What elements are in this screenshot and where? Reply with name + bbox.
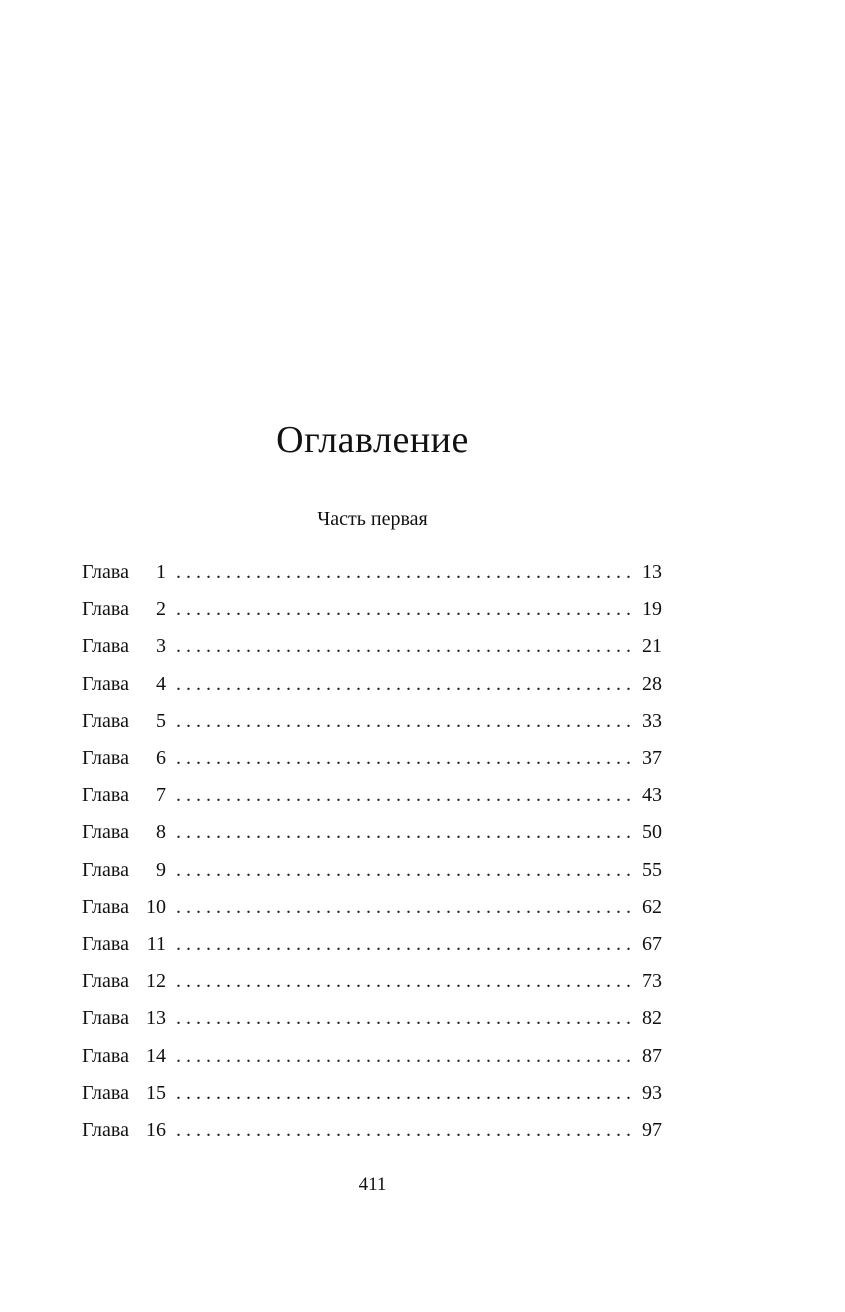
page-number: 21 xyxy=(642,635,662,658)
page-number: 19 xyxy=(642,598,662,621)
page-number: 67 xyxy=(642,932,662,955)
chapter-number: 15 xyxy=(146,1081,166,1104)
page-number: 28 xyxy=(642,672,662,695)
chapter-number: 16 xyxy=(146,1118,166,1141)
page-number: 55 xyxy=(642,858,662,881)
toc-entry[interactable] xyxy=(82,740,662,777)
chapter-label: Глава xyxy=(82,970,129,993)
chapter-label: Глава xyxy=(82,1118,129,1141)
toc-entry[interactable] xyxy=(82,1000,662,1037)
dot-leader xyxy=(176,561,634,584)
page-folio: 411 xyxy=(358,1174,387,1195)
chapter-label: Глава xyxy=(82,858,129,881)
page-number: 62 xyxy=(642,895,662,918)
page-number: 82 xyxy=(642,1007,662,1030)
toc-entry[interactable] xyxy=(82,852,662,889)
chapter-label: Глава xyxy=(82,821,129,844)
page-number: 87 xyxy=(642,1044,662,1067)
chapter-label: Глава xyxy=(82,1081,129,1104)
dot-leader xyxy=(176,598,634,621)
chapter-number: 2 xyxy=(156,598,166,621)
toc-entry[interactable] xyxy=(82,777,662,814)
chapter-number: 6 xyxy=(156,747,166,770)
chapter-number: 8 xyxy=(156,821,166,844)
page-number: 97 xyxy=(642,1118,662,1141)
dot-leader xyxy=(176,933,634,956)
page-number: 37 xyxy=(642,747,662,770)
part-heading: Часть первая xyxy=(317,508,428,530)
chapter-label: Глава xyxy=(82,932,129,955)
chapter-label: Глава xyxy=(82,672,129,695)
chapter-number: 1 xyxy=(156,561,166,584)
toc-entry[interactable] xyxy=(82,963,662,1000)
chapter-label: Глава xyxy=(82,1044,129,1067)
chapter-number: 14 xyxy=(146,1044,166,1067)
toc-entry[interactable] xyxy=(82,703,662,740)
chapter-label: Глава xyxy=(82,747,129,770)
chapter-number: 7 xyxy=(156,784,166,807)
dot-leader xyxy=(176,821,634,844)
chapter-label: Глава xyxy=(82,784,129,807)
chapter-number: 13 xyxy=(146,1007,166,1030)
dot-leader xyxy=(176,970,634,993)
chapter-label: Глава xyxy=(82,598,129,621)
dot-leader xyxy=(176,1082,634,1105)
dot-leader xyxy=(176,1007,634,1030)
table-of-contents xyxy=(82,554,662,1149)
page-number: 33 xyxy=(642,709,662,732)
chapter-label: Глава xyxy=(82,895,129,918)
page-number: 93 xyxy=(642,1081,662,1104)
chapter-label: Глава xyxy=(82,709,129,732)
chapter-label: Глава xyxy=(82,635,129,658)
dot-leader xyxy=(176,710,634,733)
toc-entry[interactable] xyxy=(82,814,662,851)
dot-leader xyxy=(176,635,634,658)
dot-leader xyxy=(176,1119,634,1142)
dot-leader xyxy=(176,1045,634,1068)
chapter-number: 10 xyxy=(146,895,166,918)
toc-entry[interactable] xyxy=(82,1037,662,1074)
dot-leader xyxy=(176,859,634,882)
chapter-label: Глава xyxy=(82,1007,129,1030)
page-number: 13 xyxy=(642,561,662,584)
chapter-number: 5 xyxy=(156,709,166,732)
chapter-number: 12 xyxy=(146,970,166,993)
page-number: 73 xyxy=(642,970,662,993)
toc-entry[interactable] xyxy=(82,889,662,926)
page-number: 50 xyxy=(642,821,662,844)
dot-leader xyxy=(176,673,634,696)
chapter-number: 3 xyxy=(156,635,166,658)
page-title: Оглавление xyxy=(276,419,469,461)
toc-entry[interactable] xyxy=(82,591,662,628)
chapter-label: Глава xyxy=(82,561,129,584)
chapter-number: 4 xyxy=(156,672,166,695)
toc-entry[interactable] xyxy=(82,1112,662,1149)
dot-leader xyxy=(176,784,634,807)
toc-entry[interactable] xyxy=(82,1075,662,1112)
toc-entry[interactable] xyxy=(82,666,662,703)
dot-leader xyxy=(176,896,634,919)
toc-entry[interactable] xyxy=(82,554,662,591)
chapter-number: 9 xyxy=(156,858,166,881)
page-number: 43 xyxy=(642,784,662,807)
chapter-number: 11 xyxy=(146,932,166,955)
toc-entry[interactable] xyxy=(82,926,662,963)
toc-entry[interactable] xyxy=(82,628,662,665)
dot-leader xyxy=(176,747,634,770)
